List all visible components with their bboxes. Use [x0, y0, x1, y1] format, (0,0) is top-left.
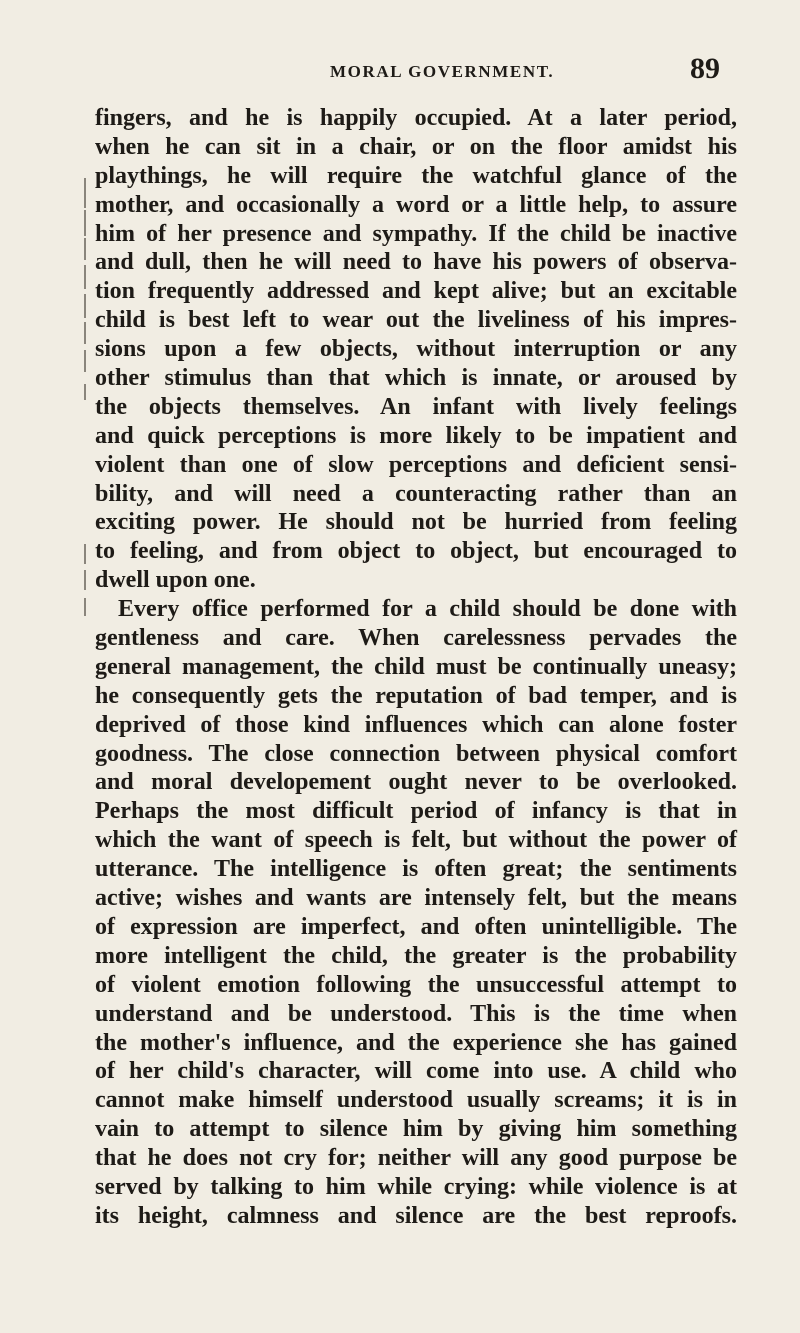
text-line: understand and be understood. This is the time when: [95, 1000, 737, 1027]
text-line: and quick perceptions is more likely to be impatient and: [95, 422, 737, 449]
gutter-mark: [84, 350, 86, 372]
gutter-mark: [84, 178, 86, 208]
text-line: sions upon a few objects, without interruption or any: [95, 336, 737, 363]
text-line: violent than one of slow perceptions and deficient sensi-: [95, 451, 737, 478]
body-text: [95, 104, 737, 1231]
paragraph-end-line: dwell upon one.: [95, 567, 256, 594]
text-line: vain to attempt to silence him by giving him something: [95, 1116, 737, 1143]
text-line: that he does not cry for; neither will any good purpose be: [95, 1145, 737, 1172]
gutter-mark: [84, 598, 86, 616]
text-line: when he can sit in a chair, or on the floor amidst his: [95, 133, 737, 160]
gutter-mark: [84, 238, 86, 260]
gutter-mark: [84, 294, 86, 318]
paragraph-start-line: Every office performed for a child should be done with: [118, 596, 737, 623]
text-line: served by talking to him while crying: while violence is at: [95, 1173, 737, 1200]
text-line: Perhaps the most difficult period of infancy is that in: [95, 798, 737, 825]
text-line: playthings, he will require the watchful glance of the: [95, 162, 737, 189]
text-line: which the want of speech is felt, but without the power of: [95, 827, 737, 854]
page-number: 89: [690, 52, 720, 85]
text-line: of expression are imperfect, and often unintelligible. The: [95, 913, 737, 940]
text-line: active; wishes and wants are intensely felt, but the means: [95, 885, 737, 912]
running-head: MORAL GOVERNMENT.: [330, 62, 555, 81]
text-line: gentleness and care. When carelessness pervades the: [95, 625, 737, 652]
text-line: to feeling, and from object to object, but encouraged to: [95, 538, 737, 565]
text-line: mother, and occasionally a word or a little help, to assure: [95, 191, 737, 218]
text-line: and moral developement ought never to be overlooked.: [95, 769, 737, 796]
text-line: goodness. The close connection between physical comfort: [95, 740, 737, 767]
text-line: deprived of those kind influences which can alone foster: [95, 711, 737, 738]
text-line: of violent emotion following the unsuccessful attempt to: [95, 971, 737, 998]
text-line: tion frequently addressed and kept alive; but an excitable: [95, 278, 737, 305]
gutter-mark: [84, 544, 86, 564]
text-line: and dull, then he will need to have his powers of observa-: [95, 249, 737, 276]
text-line: cannot make himself understood usually screams; it is in: [95, 1087, 737, 1114]
text-line: exciting power. He should not be hurried from feeling: [95, 509, 737, 536]
text-line: him of her presence and sympathy. If the child be inactive: [95, 220, 737, 247]
text-line: the mother's influence, and the experience she has gained: [95, 1029, 737, 1056]
text-line: general management, the child must be continually uneasy;: [95, 653, 737, 680]
text-line: bility, and will need a counteracting rather than an: [95, 480, 737, 507]
gutter-mark: [84, 384, 86, 400]
text-line: its height, calmness and silence are the best reproofs.: [95, 1202, 737, 1229]
text-line: of her child's character, will come into use. A child who: [95, 1058, 737, 1085]
text-line: other stimulus than that which is innate, or aroused by: [95, 365, 737, 392]
text-line: the objects themselves. An infant with lively feelings: [95, 393, 737, 420]
gutter-mark: [84, 322, 86, 344]
text-line: more intelligent the child, the greater is the probability: [95, 942, 737, 969]
text-line: he consequently gets the reputation of bad temper, and is: [95, 682, 737, 709]
text-line: child is best left to wear out the liveliness of his impres-: [95, 307, 737, 334]
text-line: fingers, and he is happily occupied. At a later period,: [95, 105, 737, 131]
page-header: [0, 52, 800, 92]
gutter-mark: [84, 570, 86, 590]
gutter-mark: [84, 210, 86, 236]
text-line: utterance. The intelligence is often great; the sentiments: [95, 856, 737, 883]
gutter-mark: [84, 265, 86, 289]
